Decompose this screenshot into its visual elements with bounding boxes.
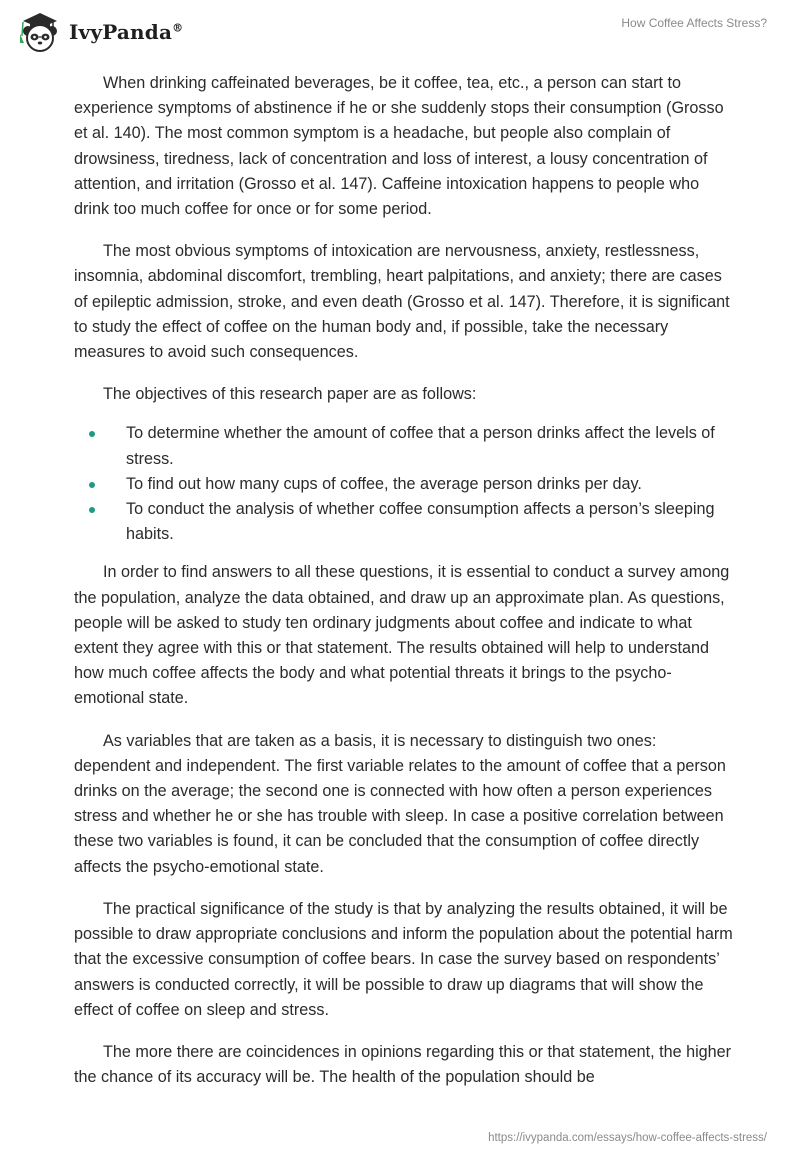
running-title: How Coffee Affects Stress? [621,16,767,30]
essay-body [74,71,734,1107]
brand-name: IvyPanda® [69,20,184,44]
source-url[interactable]: https://ivypanda.com/essays/how-coffee-affects-stress/ [488,1132,767,1144]
paragraph: In order to find answers to all these questions, it is essential to conduct a survey among the population, analyze the data obtained, and draw up an approximate plan. As questions, people will be asked to study ten ordinary judgments about coffee and indicate to what extent they agree with this or that statement. The results obtained will help to understand how much coffee affects the body and what potential threats it brings to the psycho-emotional state. [74,563,730,708]
paragraph: The objectives of this research paper are as follows: [103,385,477,404]
list-item [74,497,734,547]
paragraph: The more there are coincidences in opinions regarding this or that statement, the higher the chance of its accuracy will be. The health of the population should be [74,1042,732,1087]
page-header [0,0,800,60]
objectives-list [74,421,734,547]
list-item [74,421,734,471]
panda-graduate-icon [17,10,63,54]
paragraph: The most obvious symptoms of intoxication are nervousness, anxiety, restlessness, insomnia, abdominal discomfort, trembling, heart palpitations, and anxiety; there are cases of epileptic admission, stroke, and even death (Grosso et al. 147). Therefore, it is significant to study the effect of coffee on the human body and, if possible, take the necessary measures to avoid such consequences. [74,242,730,362]
paragraph: When drinking caffeinated beverages, be it coffee, tea, etc., a person can start to experience symptoms of abstinence if he or she suddenly stops their consumption (Grosso et al. 140). The most common symptom is a headache, but people also complain of drowsiness, tiredness, lack of concentration and loss of interest, a lousy concentration of attention, and irritation (Grosso et al. 147). Caffeine intoxication happens to people who drink too much coffee for once or for some period. [74,74,724,219]
ivypanda-logo[interactable] [17,10,197,54]
paragraph: The practical significance of the study is that by analyzing the results obtained, it will be possible to draw appropriate conclusions and inform the population about the potential harm that the excessive consumption of coffee bears. In case the survey based on respondents’ answers is conducted correctly, it will be possible to draw up diagrams that will show the effect of coffee on sleep and stress. [74,899,733,1019]
list-item-text: To determine whether the amount of coffee that a person drinks affect the levels of stress. [126,424,715,468]
bullet-dot-icon [89,482,95,488]
list-item-text: To find out how many cups of coffee, the average person drinks per day. [126,474,642,493]
bullet-dot-icon [89,507,95,513]
list-item [74,472,734,497]
list-item-text: To conduct the analysis of whether coffee consumption affects a person’s sleeping habits. [126,500,715,544]
paragraph: As variables that are taken as a basis, it is necessary to distinguish two ones: dependent and independent. The first variable relates to the amount of coffee that a person drinks on the average; the second one is connected with how often a person experiences stress and whether he or she has trouble with sleep. In case a positive correlation between these two variables is found, it can be concluded that the consumption of coffee directly affects the psycho-emotional state. [74,731,726,876]
bullet-dot-icon [89,431,95,437]
